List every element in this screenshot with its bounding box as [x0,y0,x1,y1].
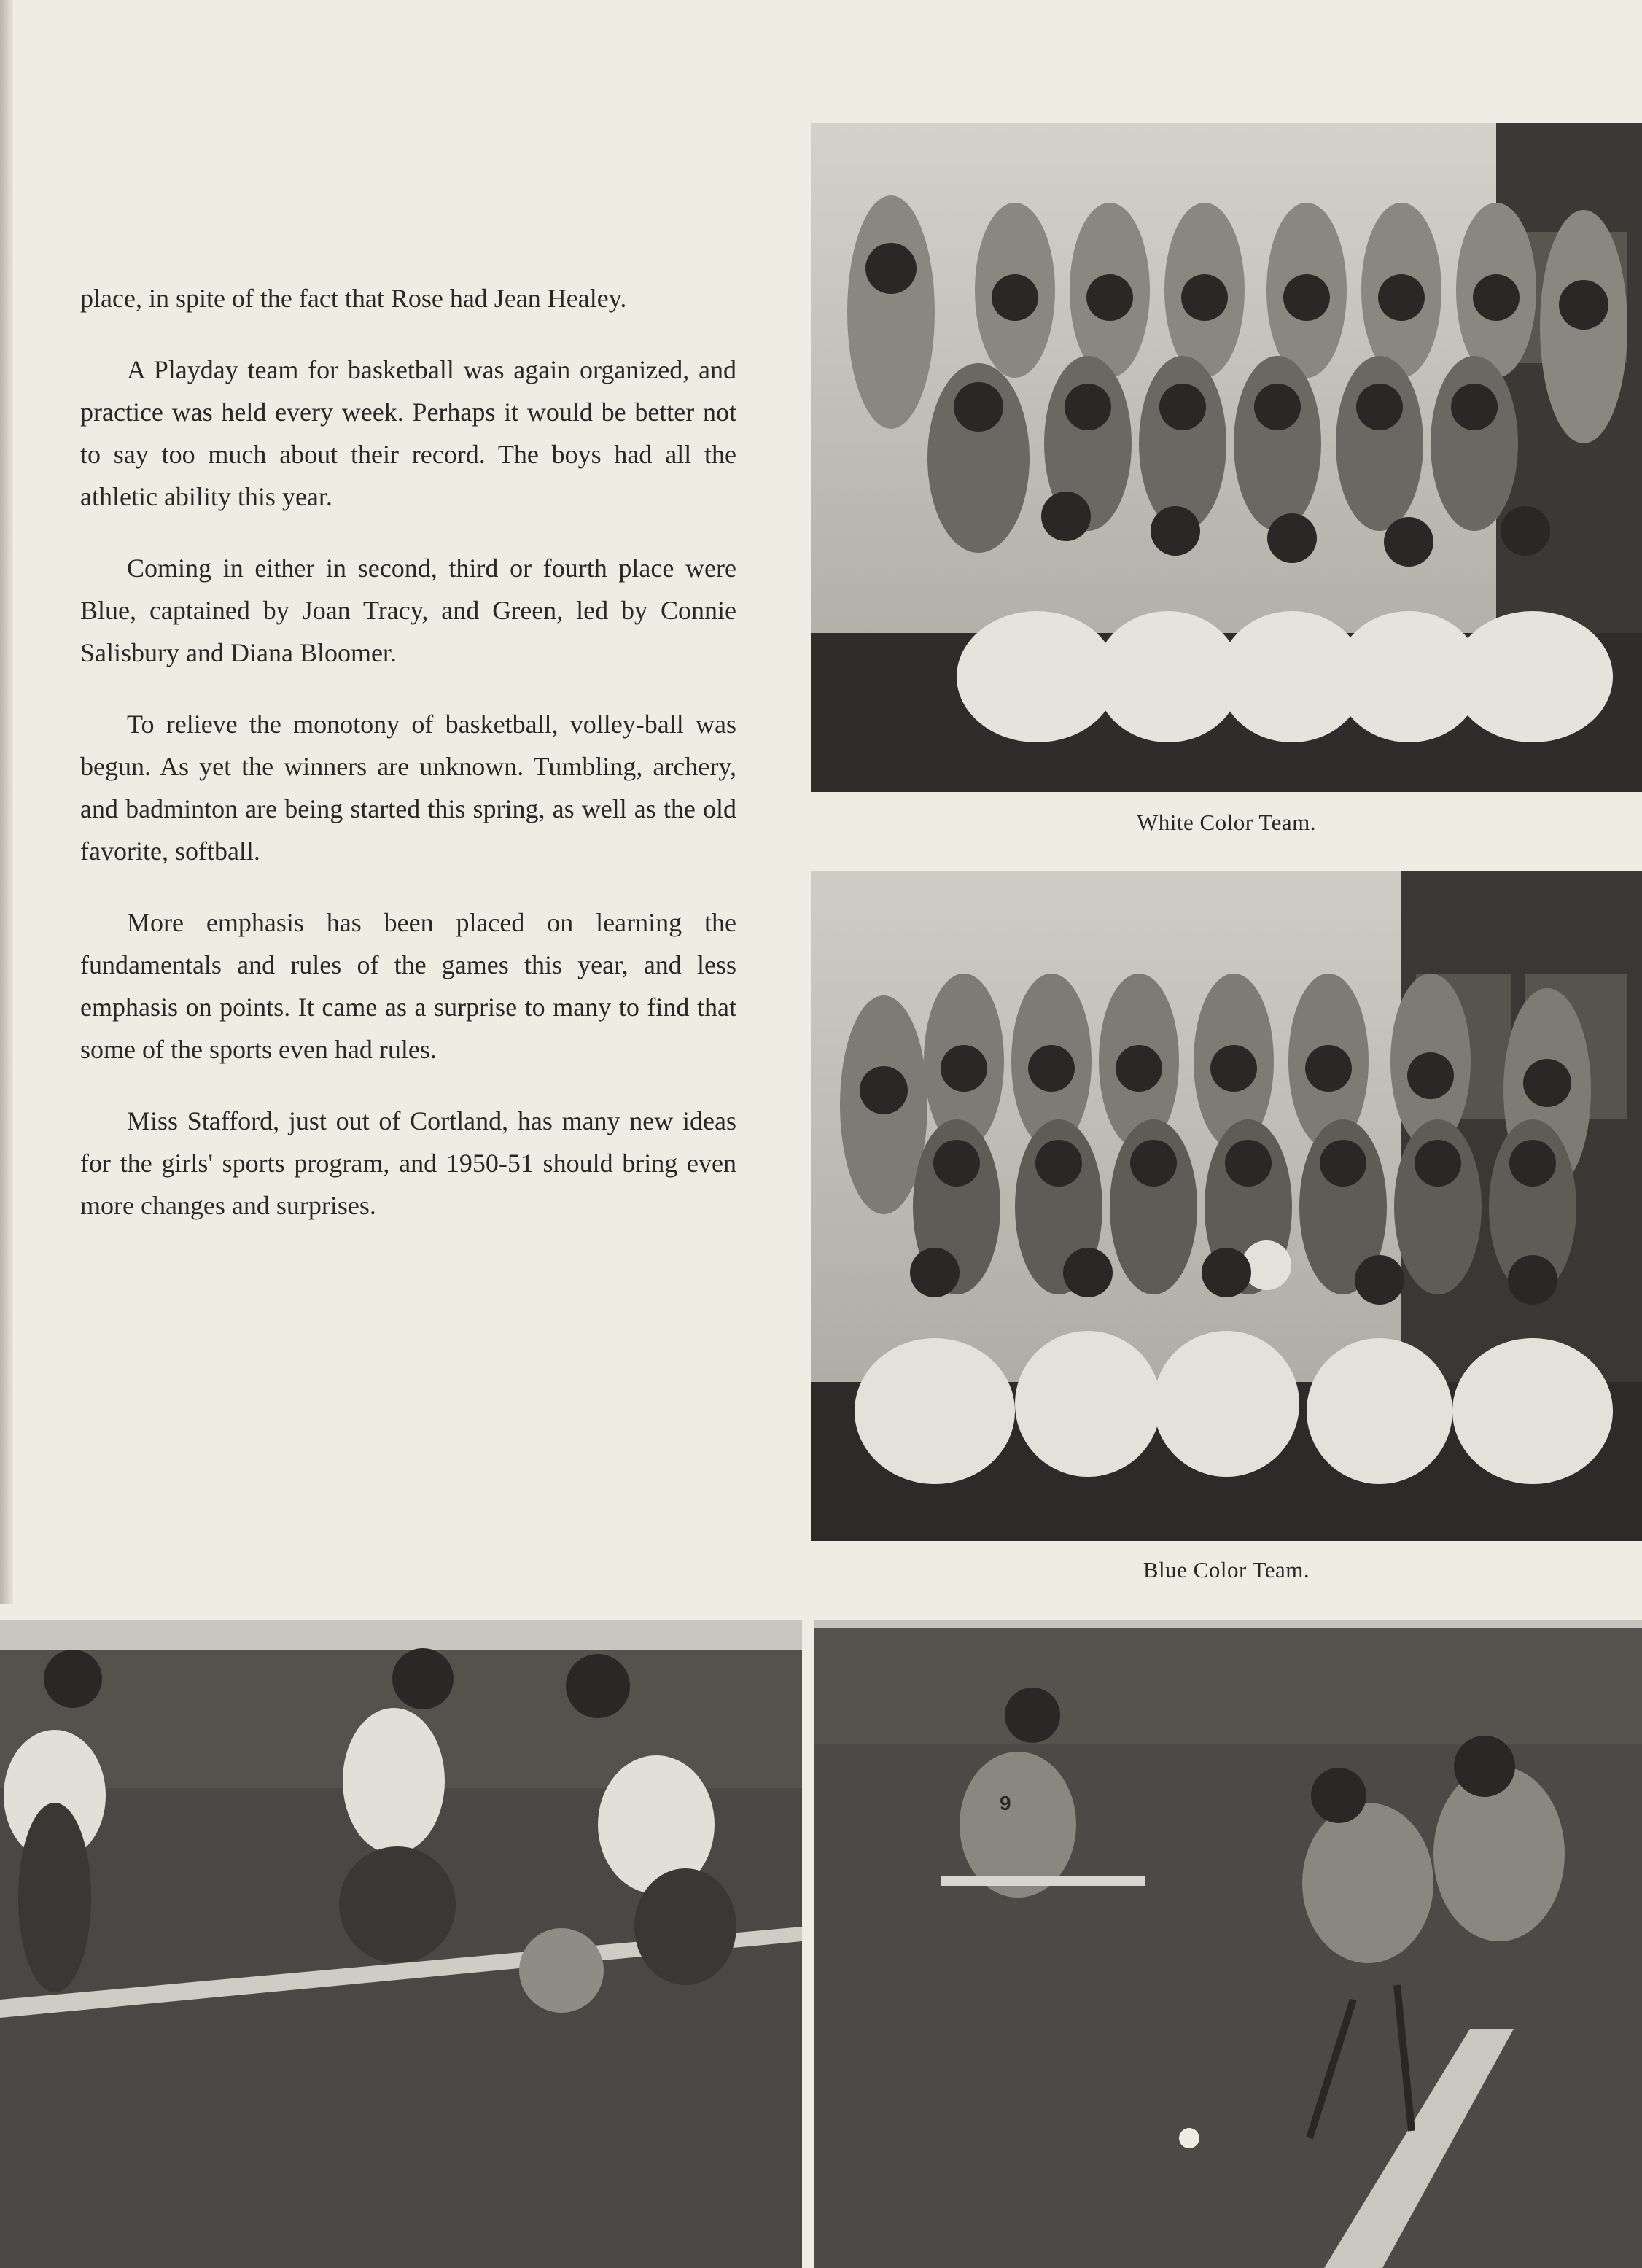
paragraph-2: A Playday team for basketball was again organized, and practice was held every week. Perhaps it would be better not to say too much about their record. The boys had all the athletic ability this year. [80,355,736,511]
paragraph-5: More emphasis has been placed on learning the fundamentals and rules of the games this year, and less emphasis on points. It came as a surprise to many to find that some of the sports even had rules. [80,908,736,1064]
soccer-action-photo [0,1620,802,2268]
paragraph-6: Miss Stafford, just out of Cortland, has many new ideas for the girls' sports program, and 1950-51 should bring even more changes and surprises. [80,1106,736,1220]
blue-team-photo [811,871,1642,1541]
page-binding-edge [0,0,13,1604]
white-team-photo [811,123,1642,792]
white-team-caption: White Color Team. [1137,809,1316,835]
paragraph-3: Coming in either in second, third or fourth place were Blue, captained by Joan Tracy, and Green, led by Connie Salisbury and Diana Bloomer. [80,554,736,667]
paragraph-4: To relieve the monotony of basketball, volley-ball was begun. As yet the winners are unknown. Tumbling, archery, and badminton are being started this spring, as well as the old favorite, softball. [80,710,736,866]
field-hockey-action-photo [814,1620,1642,2268]
paragraph-1: place, in spite of the fact that Rose had Jean Healey. [80,284,627,313]
jersey-number: 9 [1000,1792,1011,1814]
blue-team-caption: Blue Color Team. [1143,1557,1310,1582]
article-text-column [80,277,736,1256]
